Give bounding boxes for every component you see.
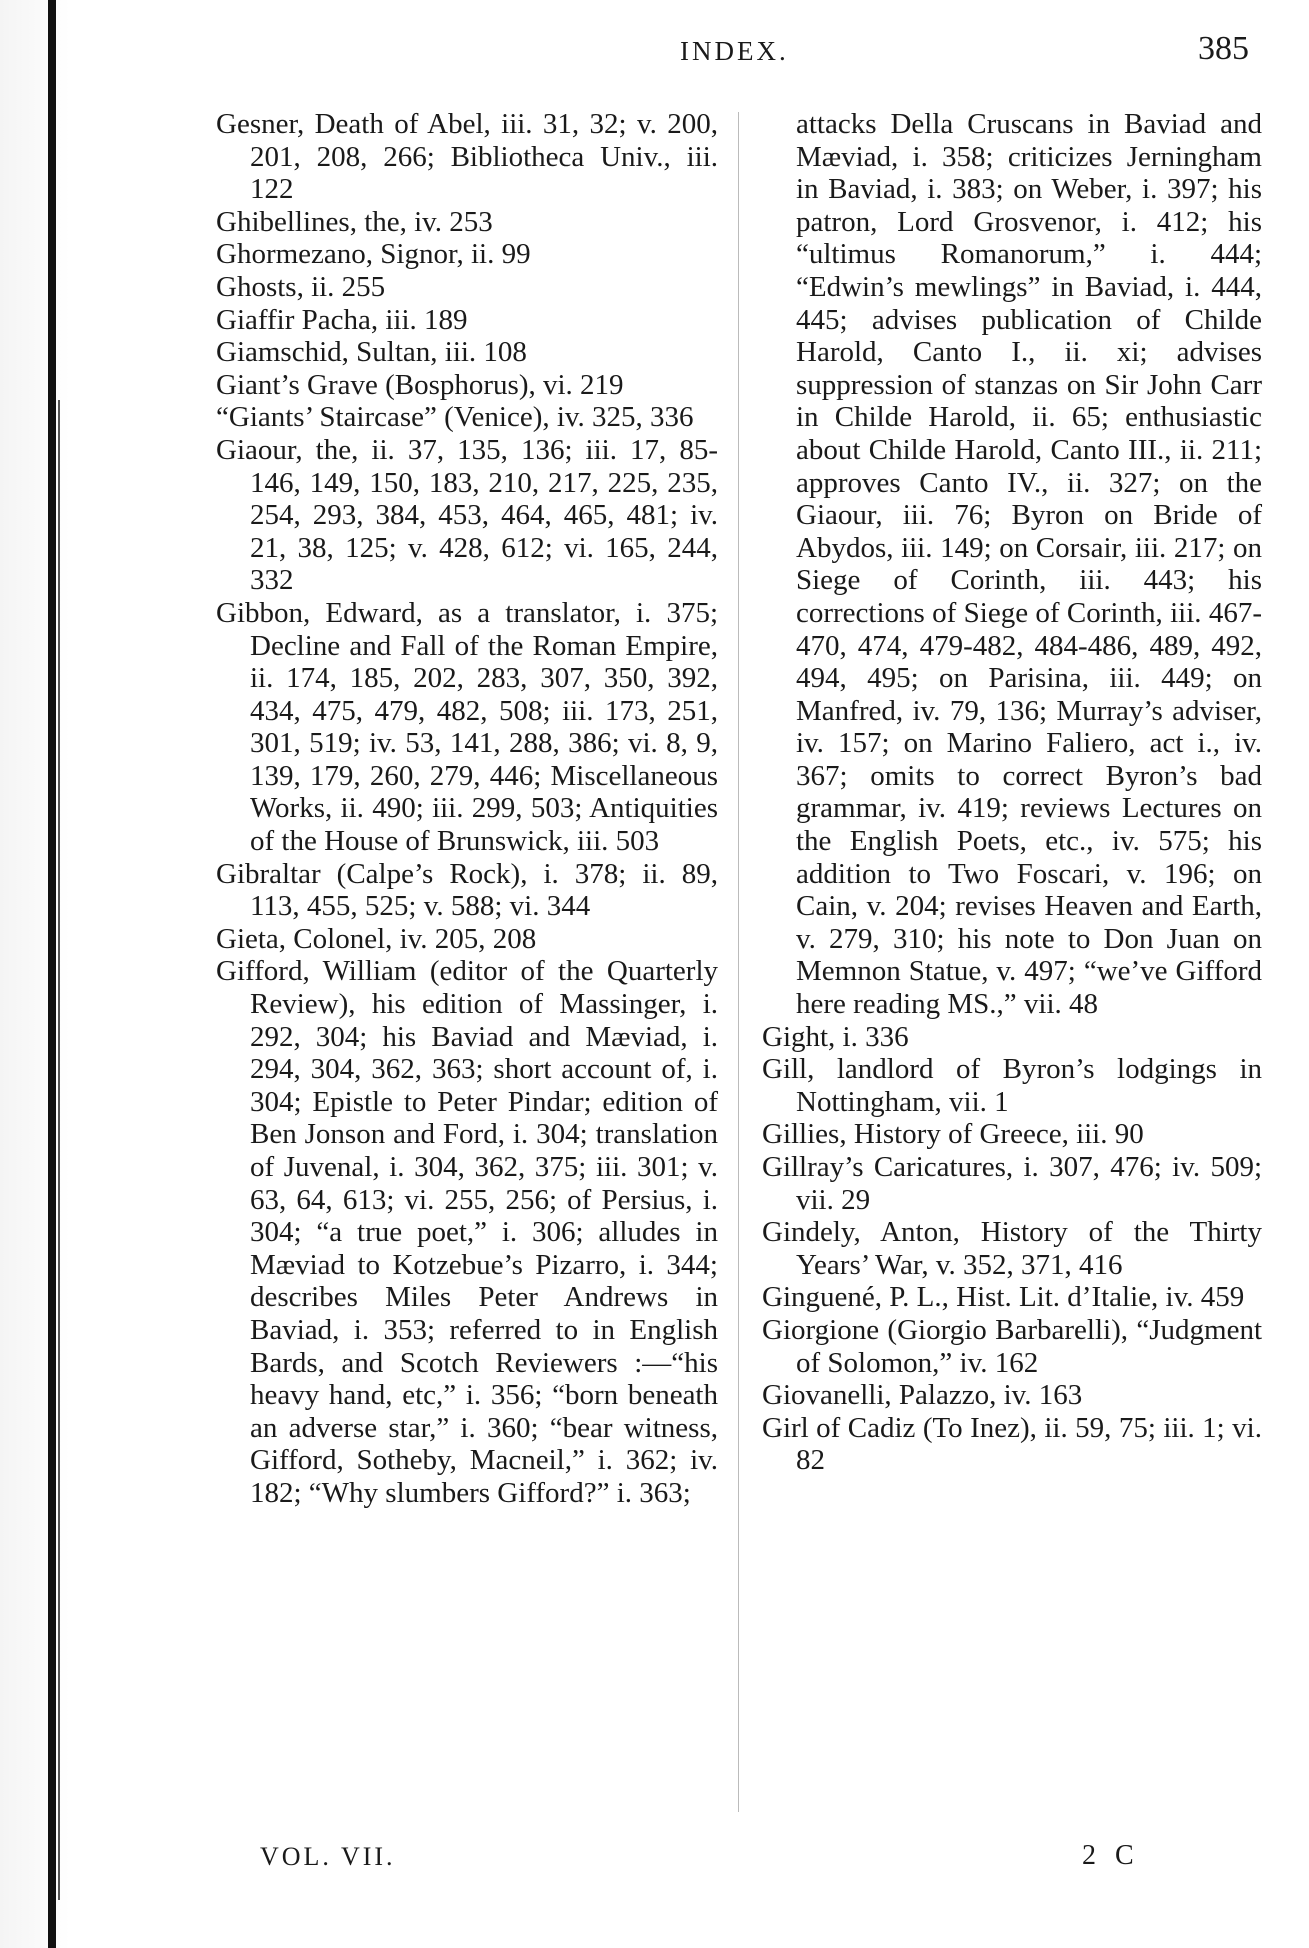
index-entry-giaffir: Giaffir Pacha, iii. 189 [216, 303, 468, 336]
index-entry-gillray: Gillray’s Caricatures, i. 307, 476; iv. 509; vii. 29 [762, 1151, 1262, 1216]
index-entry-giaour: Giaour, the, ii. 37, 135, 136; iii. 17, 85-146, 149, 150, 183, 210, 217, 225, 235, 254, 293, 384, 453, 464, 465, 481; iv. 21, 38, 125; v. 428, 612; vi. 165, 244, 332 [216, 433, 718, 597]
index-entry-gibbon: Gibbon, Edward, as a translator, i. 375; Decline and Fall of the Roman Empire, ii. 174, 185, 202, 283, 307, 350, 392, 434, 475, 479, 482, 508; iii. 173, 251, 301, 519; iv. 53, 141, 288, 386; vi. 8, 9, 139, 179, 260, 279, 446; Miscellaneous Works, ii. 490; iii. 299, 503; Antiquities of the House of Brunswick, iii. 503 [216, 596, 718, 858]
index-entry-ghormezano: Ghormezano, Signor, ii. 99 [216, 238, 531, 271]
signature-mark: 2 C [1082, 1840, 1140, 1871]
index-entry-gieta: Gieta, Colonel, iv. 205, 208 [216, 922, 537, 955]
index-entry-gill: Gill, landlord of Byron’s lodgings in Nottingham, vii. 1 [762, 1053, 1262, 1118]
index-column-left [216, 108, 718, 1510]
index-entry-girl-of-cadiz: Girl of Cadiz (To Inez), ii. 59, 75; iii. 1; vi. 82 [762, 1411, 1262, 1477]
index-entry-ginguene: Ginguené, P. L., Hist. Lit. d’Italie, iv. 459 [762, 1281, 1245, 1314]
index-entry-giovanelli: Giovanelli, Palazzo, iv. 163 [762, 1379, 1083, 1412]
index-entry-ghosts: Ghosts, ii. 255 [216, 270, 386, 303]
index-entry-gifford: Gifford, William (editor of the Quarterly Review), his edition of Massinger, i. 292, 304; his Baviad and Mæviad, i. 294, 304, 362, 363; short account of, i. 304; Epistle to Peter Pindar; edition of Ben Jonson and Ford, i. 304; translation of Juvenal, i. 304, 362, 375; iii. 301; v. 63, 64, 613; vi. 255, 256; of Persius, i. 304; “a true poet,” i. 306; alludes in Mæviad to Kotzebue’s Pizarro, i. 344; describes Miles Peter Andrews in Baviad, i. 353; referred to in English Bards, and Scotch Reviewers :—“his heavy hand, etc,” i. 356; “born beneath an adverse star,” i. 360; “bear witness, Gifford, Sotheby, Macneil,” i. 362; iv. 182; “Why slumbers Gifford?” i. 363; [216, 955, 718, 1509]
volume-footer: VOL. VII. [260, 1842, 396, 1871]
index-entry-giamschid: Giamschid, Sultan, iii. 108 [216, 336, 527, 369]
index-entry-ghibellines: Ghibellines, the, iv. 253 [216, 205, 493, 238]
index-entry-gibraltar: Gibraltar (Calpe’s Rock), i. 378; ii. 89, 113, 455, 525; v. 588; vi. 344 [216, 857, 718, 923]
index-entry-gesner: Gesner, Death of Abel, iii. 31, 32; v. 200, 201, 208, 266; Bibliotheca Univ., iii. 122 [216, 108, 718, 206]
index-entry-giorgione: Giorgione (Giorgio Barbarelli), “Judgment of Solomon,” iv. 162 [762, 1313, 1262, 1379]
page-binding-edge-inner [58, 400, 60, 1900]
index-entry-giants-grave: Giant’s Grave (Bosphorus), vi. 219 [216, 368, 624, 401]
index-entry-giants-staircase: “Giants’ Staircase” (Venice), iv. 325, 336 [216, 401, 694, 434]
index-entry-gillies: Gillies, History of Greece, iii. 90 [762, 1118, 1144, 1151]
index-entry-gight: Gight, i. 336 [762, 1020, 909, 1053]
column-divider [738, 112, 739, 1812]
index-entry-gifford-continued: attacks Della Cruscans in Baviad and Mæviad, i. 358; criticizes Jerningham in Baviad, i. 383; on Weber, i. 397; his patron, Lord Grosvenor, i. 412; his “ultimus Romanorum,” i. 444; “Edwin’s mewlings” in Baviad, i. 444, 445; advises publication of Childe Harold, Canto I., ii. xi; advises suppression of stanzas on Sir John Carr in Childe Harold, ii. 65; enthusiastic about Childe Harold, Canto III., ii. 211; approves Canto IV., ii. 327; on the Giaour, iii. 76; Byron on Bride of Abydos, iii. 149; on Corsair, iii. 217; on Siege of Corinth, iii. 443; his corrections of Siege of Corinth, iii. 467-470, 474, 479-482, 484-486, 489, 492, 494, 495; on Parisina, iii. 449; on Manfred, iv. 79, 136; Murray’s adviser, iv. 157; on Marino Faliero, act i., iv. 367; omits to correct Byron’s bad grammar, iv. 419; reviews Lectures on the English Poets, etc., iv. 575; his addition to Two Foscari, v. 196; on Cain, v. 204; revises Heaven and Earth, v. 279, 310; his note to Don Juan on Memnon Statue, v. 497; “we’ve Gifford here reading MS.,” vii. 48 [796, 108, 1262, 1021]
index-entry-gindely: Gindely, Anton, History of the Thirty Years’ War, v. 352, 371, 416 [762, 1216, 1262, 1281]
running-head: INDEX. [680, 36, 789, 66]
page-number: 385 [1198, 30, 1249, 67]
index-column-right [762, 108, 1262, 1477]
page-binding-edge [48, 0, 56, 1948]
